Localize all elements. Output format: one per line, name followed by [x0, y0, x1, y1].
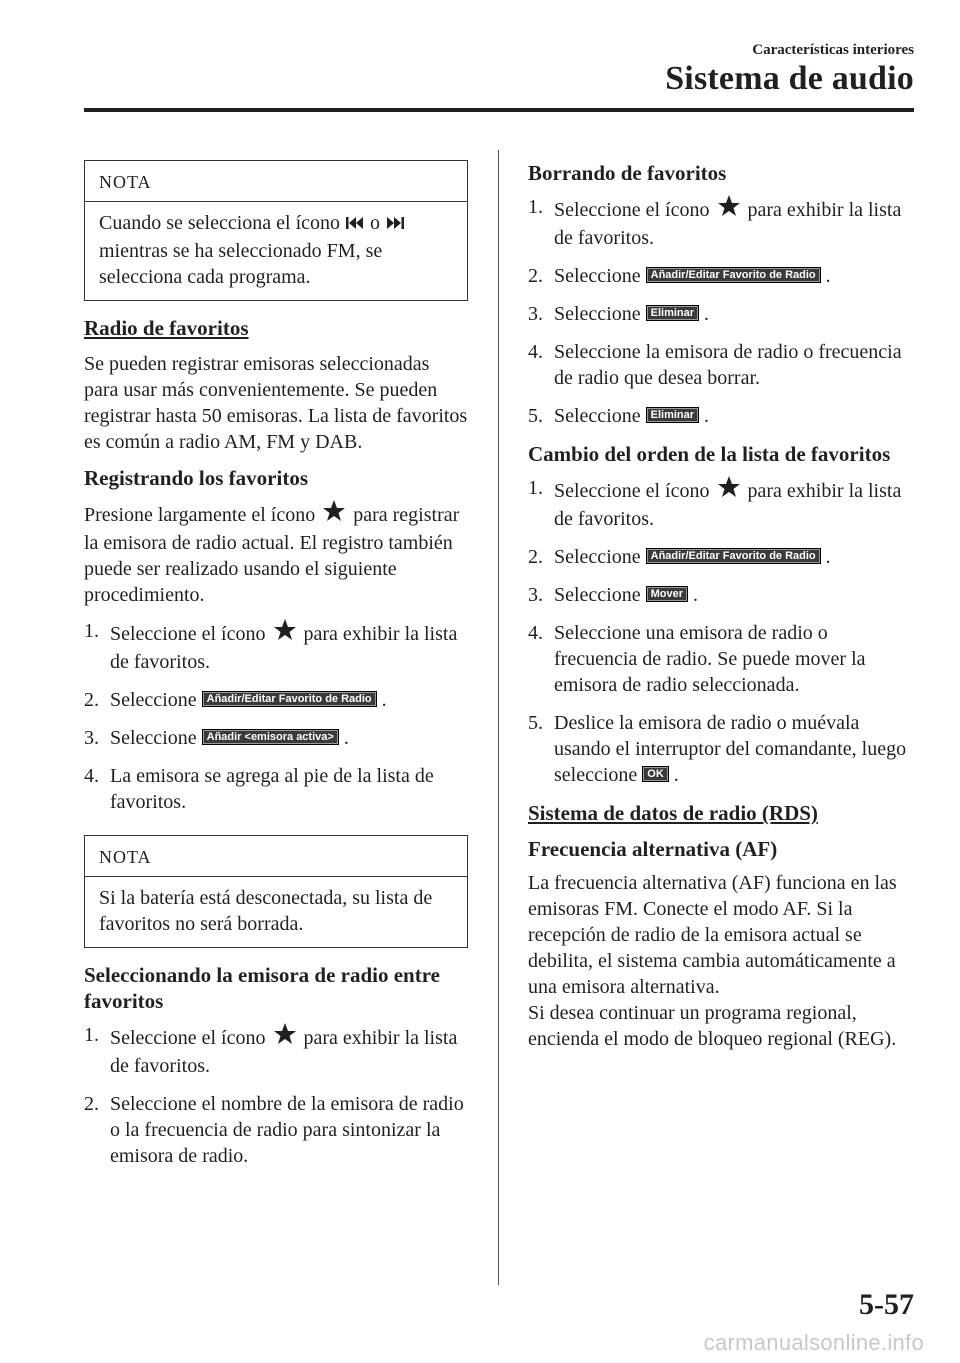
list-item [84, 618, 468, 675]
step-number: 5. [528, 405, 543, 427]
text: para registrar la emisora de radio actual. El registro también puede ser realizado usando el siguiente procedimiento. [84, 504, 460, 606]
list-item [84, 687, 468, 713]
step-number: 2. [528, 265, 543, 287]
note-text: o [370, 212, 381, 234]
add-edit-favorite-button[interactable]: Añadir/Editar Favorito de Radio [646, 267, 821, 283]
text: . [343, 727, 349, 749]
step-number: 1. [528, 477, 543, 499]
star-icon [271, 618, 299, 649]
text: Seleccione [554, 546, 641, 568]
column-divider [498, 150, 499, 1285]
step-number: 3. [528, 303, 543, 325]
add-edit-favorite-button[interactable]: Añadir/Editar Favorito de Radio [646, 548, 821, 564]
step-number: 1. [528, 196, 543, 218]
section-heading: Radio de favoritos [84, 316, 249, 340]
note-heading: NOTA [85, 836, 467, 877]
delete-button[interactable]: Eliminar [646, 407, 699, 423]
add-active-station-button[interactable]: Añadir <emisora activa> [202, 729, 339, 745]
text: Seleccione una emisora de radio o frecuencia de radio. Se puede mover la emisora de radio seleccionada. [554, 622, 866, 696]
list-item [528, 475, 912, 532]
text: . [693, 584, 699, 606]
text: para exhibir la lista de favoritos. [110, 1027, 458, 1077]
step-number: 5. [528, 712, 543, 734]
text: Seleccione el ícono [554, 199, 710, 221]
list-item [84, 725, 468, 751]
list-item [84, 763, 468, 815]
list-item [528, 710, 912, 788]
right-column [528, 160, 912, 1062]
subheading: Borrando de favoritos [528, 161, 727, 185]
move-button[interactable]: Mover [646, 586, 688, 602]
text: Seleccione [554, 265, 641, 287]
step-number: 4. [84, 765, 99, 787]
list-item [528, 301, 912, 327]
text: Seleccione [554, 405, 641, 427]
list-item [528, 403, 912, 429]
step-number: 2. [84, 1093, 99, 1115]
page-number: 5-57 [859, 1288, 914, 1321]
list-item [528, 263, 912, 289]
subheading: Frecuencia alternativa (AF) [528, 837, 778, 861]
text: . [704, 303, 710, 325]
left-column [84, 160, 468, 1181]
step-number: 3. [528, 584, 543, 606]
text: Seleccione [110, 689, 197, 711]
step-number: 3. [84, 727, 99, 749]
step-number: 1. [84, 620, 99, 642]
list-item [84, 1022, 468, 1079]
chapter-subtitle: Características interiores [752, 42, 914, 58]
delete-button[interactable]: Eliminar [646, 305, 699, 321]
skip-back-icon [345, 212, 365, 238]
star-icon [715, 475, 743, 506]
note-text: Cuando se selecciona el ícono [99, 212, 341, 234]
note-body: Si la batería está desconectada, su lista de favoritos no será borrada. [99, 887, 433, 935]
text: . [825, 546, 831, 568]
add-edit-favorite-button[interactable]: Añadir/Editar Favorito de Radio [202, 691, 377, 707]
text: Seleccione el ícono [554, 480, 710, 502]
text: Deslice la emisora de radio o muévala usando el interruptor del comandante, luego seleccione [554, 712, 907, 786]
text: para exhibir la lista de favoritos. [110, 623, 458, 673]
text: . [704, 405, 710, 427]
header-rule [84, 108, 914, 112]
list-item [528, 194, 912, 251]
text: para exhibir la lista de favoritos. [554, 480, 902, 530]
list-item [84, 1091, 468, 1169]
step-number: 2. [528, 546, 543, 568]
list-item [528, 339, 912, 391]
section-heading: Sistema de datos de radio (RDS) [528, 801, 818, 825]
note-box [84, 835, 468, 948]
text: . [673, 764, 679, 786]
chapter-title: Sistema de audio [665, 60, 914, 97]
watermark: carmanualsonline.info [703, 1330, 924, 1355]
text: Presione largamente el ícono [84, 504, 316, 526]
note-heading: NOTA [85, 161, 467, 202]
step-number: 1. [84, 1024, 99, 1046]
text: Seleccione [110, 727, 197, 749]
text: . [825, 265, 831, 287]
text: Seleccione [554, 303, 641, 325]
star-icon [320, 499, 348, 530]
star-icon [271, 1022, 299, 1053]
subheading: Registrando los favoritos [84, 466, 308, 490]
list-item [528, 544, 912, 570]
paragraph [84, 499, 468, 608]
text: . [381, 689, 387, 711]
step-number: 2. [84, 689, 99, 711]
text: Seleccione el ícono [110, 623, 266, 645]
list-item [528, 582, 912, 608]
paragraph: Se pueden registrar emisoras seleccionadas para usar más convenientemente. Se pueden registrar hasta 50 emisoras. La lista de favoritos es común a radio AM, FM y DAB. [84, 353, 468, 453]
text: La emisora se agrega al pie de la lista de favoritos. [110, 765, 434, 813]
step-number: 4. [528, 341, 543, 363]
list-item [528, 620, 912, 698]
subheading: Seleccionando la emisora de radio entre favoritos [84, 963, 440, 1013]
star-icon [715, 194, 743, 225]
note-text: mientras se ha seleccionado FM, se selecciona cada programa. [99, 240, 383, 288]
skip-forward-icon [385, 212, 405, 238]
paragraph: La frecuencia alternativa (AF) funciona en las emisoras FM. Conecte el modo AF. Si la recepción de radio de la emisora actual se debilita, el sistema cambia automáticamente a una emisora alternativa. [528, 872, 897, 998]
step-number: 4. [528, 622, 543, 644]
paragraph: Si desea continuar un programa regional, encienda el modo de bloqueo regional (REG). [528, 1002, 897, 1050]
text: Seleccione el nombre de la emisora de radio o la frecuencia de radio para sintonizar la emisora de radio. [110, 1093, 464, 1167]
text: Seleccione la emisora de radio o frecuencia de radio que desea borrar. [554, 341, 902, 389]
ok-button[interactable]: OK [642, 766, 669, 782]
text: Seleccione el ícono [110, 1027, 266, 1049]
subheading: Cambio del orden de la lista de favoritos [528, 442, 891, 466]
note-body [85, 202, 467, 300]
text: para exhibir la lista de favoritos. [554, 199, 902, 249]
text: Seleccione [554, 584, 641, 606]
note-box [84, 160, 468, 301]
